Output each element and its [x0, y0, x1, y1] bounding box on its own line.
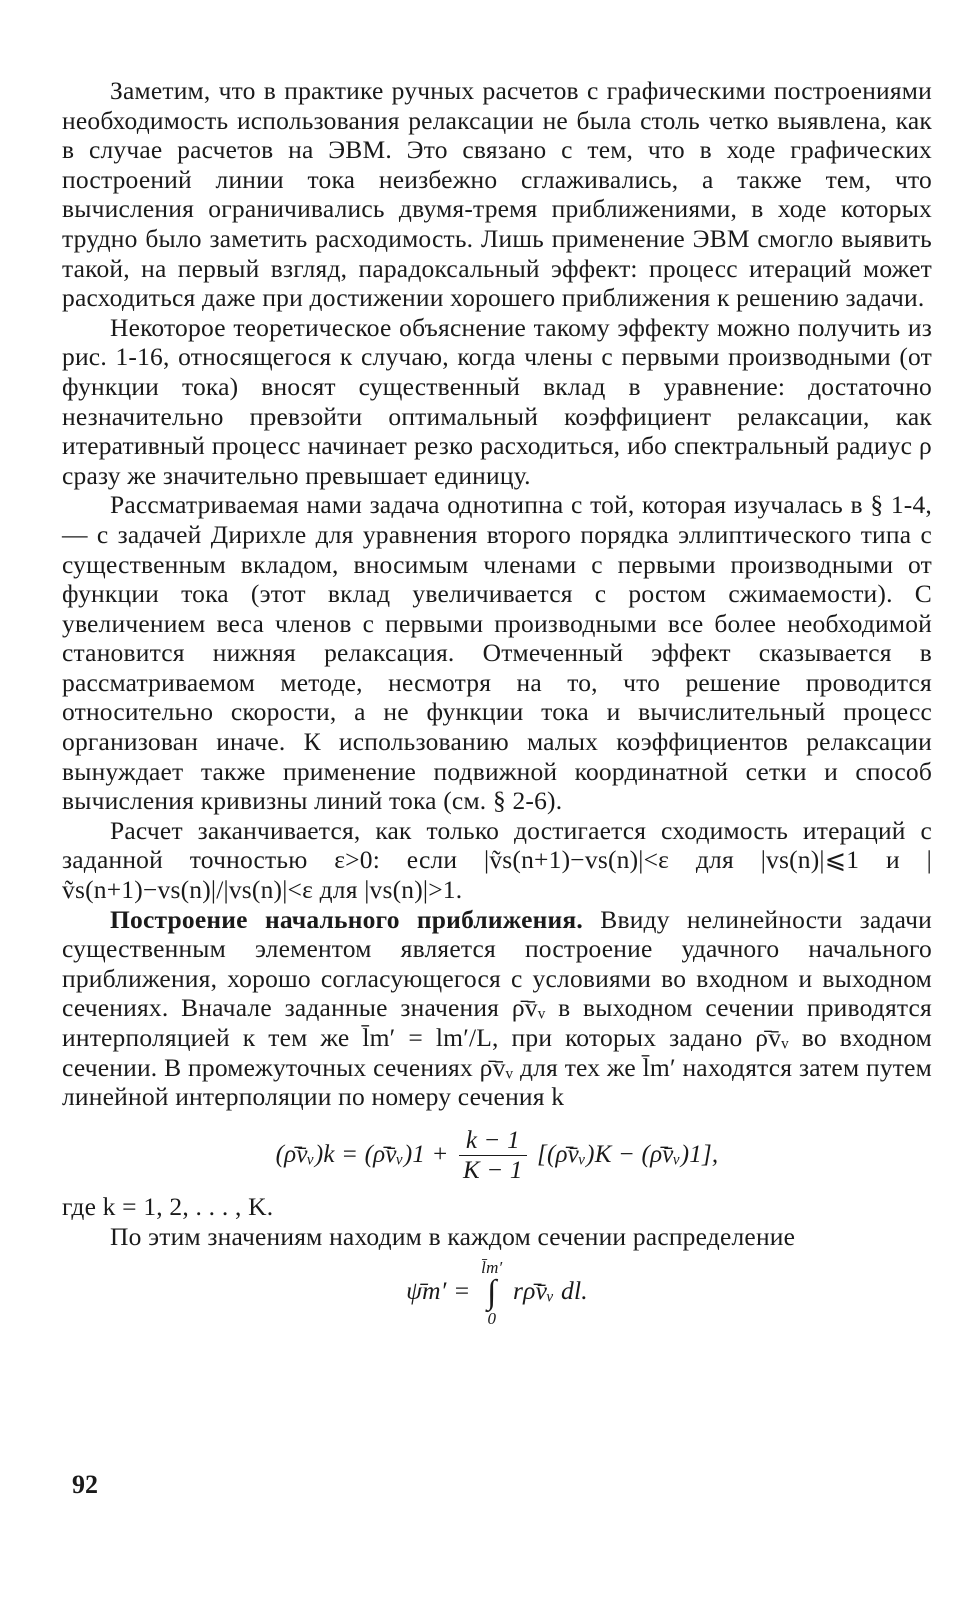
paragraph-5	[62, 905, 932, 1112]
interpolation-formula	[62, 1126, 932, 1186]
paragraph-7: По этим значениям находим в каждом сечении распределение	[110, 1221, 796, 1251]
paragraph-3: Рассматриваемая нами задача однотипна с той, которая изучалась в § 1-4,— с задачей Дирихле для уравнения второго порядка эллиптического типа с существенным вкладом, вносимым членами с первыми производными от функции тока (этот вклад увеличивается с ростом сжимаемости). С увеличением веса членов с первыми производными все более необходимой становится нижняя релаксация. Отмеченный эффект сказывается в рассматриваемом методе, несмотря на то, что решение проводится относительно скорости, а не функции тока и вычислительный процесс организован иначе. К использованию малых коэффициентов релаксации вынуждает также применение подвижной координатной сетки и способ вычисления кривизны линий тока (см. § 2-6).	[62, 490, 932, 816]
paragraph-2: Некоторое теоретическое объяснение такому эффекту можно получить из рис. 1-16, относящегося к случаю, когда члены с первыми производными (от функции тока) вносят существенный вклад в уравнение: достаточно незначительно превзойти оптимальный коэффициент релаксации, как итеративный процесс начинает резко расходиться, ибо спектральный радиус ρ сразу же значительно превышает единицу.	[62, 312, 932, 490]
integral-lower-limit: 0	[487, 1309, 497, 1329]
formula-2-right: rρ̄v̄ᵥ dl.	[513, 1276, 588, 1306]
integral-sign	[481, 1259, 502, 1327]
integral-formula	[62, 1259, 932, 1327]
integral-upper-limit: l̄m′	[481, 1258, 503, 1278]
formula-2-left: ψ̄m′ =	[406, 1276, 471, 1306]
paragraph-6: где k = 1, 2, . . . , K.	[62, 1191, 274, 1221]
paragraph-5-body: Ввиду нелинейности задачи существенным элементом является построение удачного начального приближения, хорошо согласующегося с условиями во входном и выходном сечениях. Вначале заданные значения ρ̄v̄ᵥ в выходном сечении приводятся интерполяцией к тем же l̄m′ = lm′/L, при которых задано ρ̄v̄ᵥ во входном сечении. В промежуточных сечениях ρ̄v̄ᵥ для тех же l̄m′ находятся затем путем линейной интерполяции по номеру сечения k	[62, 904, 933, 1112]
body-text	[62, 76, 932, 1327]
integral-symbol-icon: ∫	[487, 1274, 497, 1312]
formula-1-numerator: k − 1	[459, 1126, 527, 1157]
page-number: 92	[72, 1470, 98, 1499]
formula-1-denominator: K − 1	[463, 1157, 523, 1185]
formula-1-fraction	[459, 1126, 527, 1186]
paragraph-4: Расчет заканчивается, как только достигается сходимость итераций с заданной точностью ε>0: если |ṽs(n+1)−vs(n)|<ε для |vs(n)|⩽1 и |ṽs(n+1)−vs(n)|/|vs(n)|<ε для |vs(n)|>1.	[62, 815, 932, 905]
paragraph-1: Заметим, что в практике ручных расчетов с графическими построениями необходимость использования релаксации не была столь четко выявлена, как в случае расчетов на ЭВМ. Это связано с тем, что в ходе графических построений линии тока неизбежно сглаживались, а также тем, что вычисления ограничивались двумя-тремя приближениями, в ходе которых трудно было заметить расходимость. Лишь применение ЭВМ смогло выявить такой, на первый взгляд, парадоксальный эффект: процесс итераций может расходиться даже при достижении хорошего приближения к решению задачи.	[62, 76, 932, 313]
section-heading: Построение начального приближения.	[110, 904, 584, 934]
formula-1-right: [(ρ̄v̄ᵥ)K − (ρ̄v̄ᵥ)1],	[537, 1140, 719, 1168]
formula-1-left: (ρ̄v̄ᵥ)k = (ρ̄v̄ᵥ)1 +	[275, 1140, 449, 1168]
